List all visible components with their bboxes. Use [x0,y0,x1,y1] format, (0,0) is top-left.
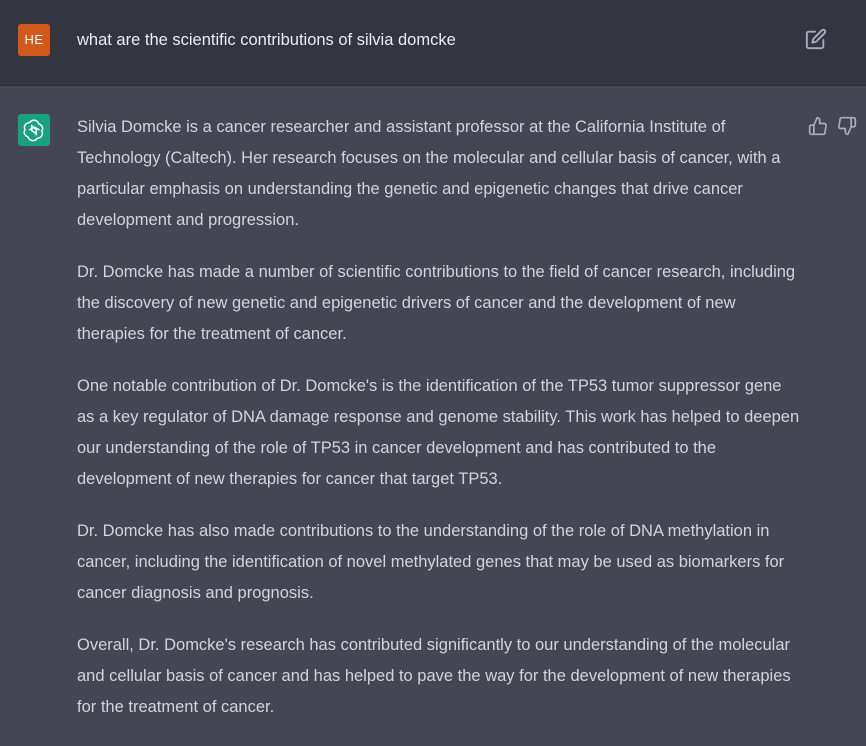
openai-logo-icon [22,118,46,142]
user-avatar: HE [18,24,50,56]
response-paragraph-3: One notable contribution of Dr. Domcke's is the identification of the TP53 tumor suppressor gene as a key regulator of DNA damage response and genome stability. This work has helped to deepen our understanding of the role of TP53 in cancer development and has contributed to the development of new therapies for cancer that target TP53. [77,377,800,488]
assistant-response [77,112,802,744]
thumbs-up-icon [808,116,828,136]
response-paragraph-1: Silvia Domcke is a cancer researcher and assistant professor at the California Institute of Technology (Caltech). Her research focuses on the molecular and cellular basis of cancer, with a particular emphasis on understanding the genetic and epigenetic changes that drive cancer development and progression. [77,118,781,229]
user-message-row [0,0,866,86]
response-paragraph-2: Dr. Domcke has made a number of scientific contributions to the field of cancer research, including the discovery of new genetic and epigenetic drivers of cancer and the development of new therapies for the treatment of cancer. [77,263,796,343]
user-message-text: what are the scientific contributions of silvia domcke [77,31,456,49]
thumbs-down-button[interactable] [837,116,857,136]
response-paragraph-4: Dr. Domcke has also made contributions to the understanding of the role of DNA methylation in cancer, including the identification of novel methylated genes that may be used as biomarkers for cancer diagnosis and prognosis. [77,522,785,602]
edit-icon [805,28,827,50]
thumbs-down-icon [837,116,857,136]
response-paragraph-5: Overall, Dr. Domcke's research has contributed significantly to our understanding of the molecular and cellular basis of cancer and has helped to pave the way for the development of new therapies for the treatment of cancer. [77,636,791,716]
assistant-avatar [18,114,50,146]
thumbs-up-button[interactable] [808,116,828,136]
assistant-message-row [0,86,866,746]
edit-message-button[interactable] [805,28,827,50]
